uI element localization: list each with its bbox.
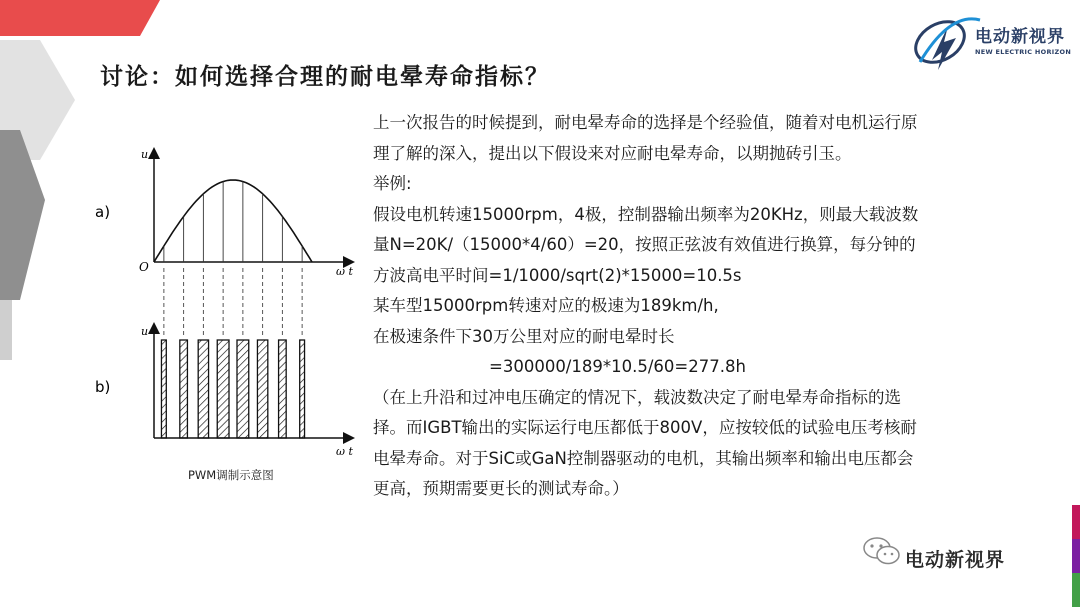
red-banner [0, 0, 160, 36]
body-text [373, 108, 1033, 505]
brand-name-en: NEW ELECTRIC HORIZON [975, 48, 1072, 56]
body-line: 理了解的深入，提出以下假设来对应耐电晕寿命，以期抛砖引玉。 [373, 143, 852, 163]
axis-wt-top: ω t [336, 265, 353, 278]
pwm-pulse [161, 340, 166, 438]
body-line: 假设电机转速15000rpm，4极，控制器输出频率为20KHz，则最大载波数 [373, 204, 919, 224]
body-line: 在极速条件下30万公里对应的耐电晕时长 [373, 326, 675, 346]
body-line: 上一次报告的时候提到，耐电晕寿命的选择是个经验值，随着对电机运行原 [373, 113, 918, 132]
body-line: 电晕寿命。对于SiC或GaN控制器驱动的电机，其输出频率和输出电压都会 [373, 448, 914, 468]
label-a: a) [95, 203, 111, 221]
axis-u-top: u [141, 148, 149, 161]
page-title: 讨论：如何选择合理的耐电晕寿命指标？ [100, 64, 550, 90]
wechat-watermark-text: 电动新视界 [905, 549, 1006, 571]
axis-wt-bottom: ω t [336, 445, 353, 458]
label-b: b) [95, 378, 111, 396]
brand-name-cn: 电动新视界 [975, 27, 1065, 47]
body-line: 举例: [373, 174, 412, 193]
axis-u-bottom: u [141, 325, 149, 338]
gray-chevron-light [0, 300, 12, 360]
pwm-pulse [180, 340, 188, 438]
body-line: 量N=20K/（15000*4/60）=20，按照正弦波有效值进行换算，每分钟的 [373, 235, 916, 254]
pwm-pulse [300, 340, 305, 438]
diagram-caption: PWM调制示意图 [188, 468, 274, 482]
edge-color-bar [1072, 505, 1080, 607]
pwm-pulse [198, 340, 208, 438]
pwm-pulse [237, 340, 249, 438]
pwm-pulse [217, 340, 229, 438]
body-line: （在上升沿和过冲电压确定的情况下，载波数决定了耐电晕寿命指标的选 [373, 387, 901, 407]
wechat-icon [862, 535, 902, 567]
body-line: 更高，预期需要更长的测试寿命。） [373, 479, 629, 498]
sine-wave [154, 180, 312, 262]
body-line: 方波高电平时间=1/1000/sqrt(2)*15000=10.5s [373, 265, 742, 285]
pwm-diagram [90, 140, 380, 465]
pwm-pulse [279, 340, 287, 438]
body-line: =300000/189*10.5/60=277.8h [489, 357, 746, 376]
body-line: 某车型15000rpm转速对应的极速为189km/h, [373, 296, 719, 315]
origin-label: O [139, 260, 149, 274]
pwm-pulse [257, 340, 267, 438]
body-line: 择。而IGBT输出的实际运行电压都低于800V，应按较低的试验电压考核耐 [373, 418, 917, 437]
